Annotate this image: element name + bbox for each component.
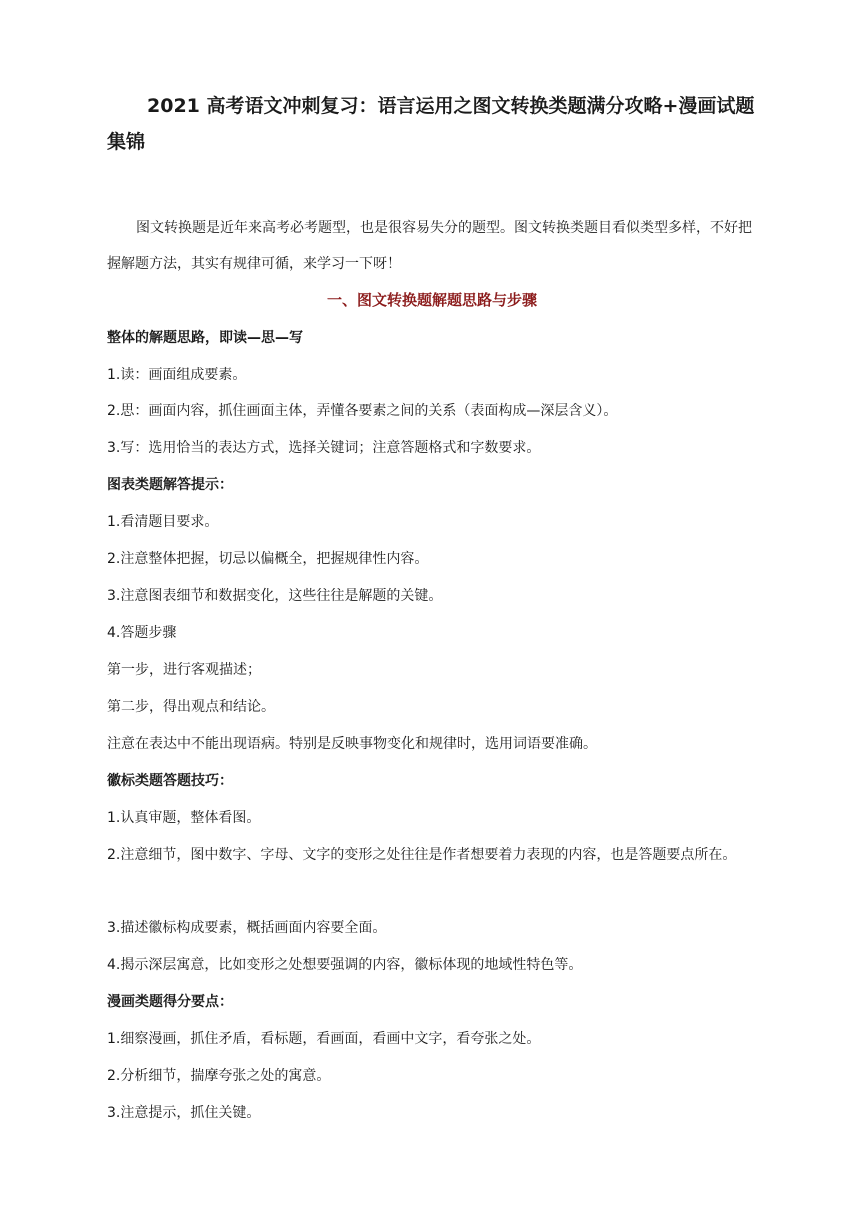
chart-tip-1: 1.看清题目要求。 [107,514,219,530]
logo-tip-2: 2.注意细节，图中数字、字母、文字的变形之处往往是作者想要着力表现的内容，也是答题要点所在。 [107,847,737,863]
comic-tip-3: 3.注意提示，抓住关键。 [107,1105,261,1121]
logo-tip-4: 4.揭示深层寓意，比如变形之处想要强调的内容，徽标体现的地域性特色等。 [107,957,583,973]
overall-item-1: 1.读：画面组成要素。 [107,367,247,383]
chart-tips-heading: 图表类题解答提示： [107,477,233,493]
chart-tip-step-1: 第一步，进行客观描述； [107,662,261,678]
comic-tip-2: 2.分析细节，揣摩夸张之处的寓意。 [107,1068,331,1084]
logo-tip-1: 1.认真审题，整体看图。 [107,810,261,826]
comic-tips-heading: 漫画类题得分要点： [107,994,233,1010]
chart-tip-3: 3.注意图表细节和数据变化，这些往往是解题的关键。 [107,588,443,604]
chart-tip-step-2: 第二步，得出观点和结论。 [107,699,275,715]
section-heading-1: 一、图文转换题解题思路与步骤 [326,291,537,309]
document-title: 2021 高考语文冲刺复习：语言运用之图文转换类题满分攻略+漫画试题集锦 [107,95,755,153]
chart-tip-4: 4.答题步骤 [107,625,177,641]
logo-tip-3: 3.描述徽标构成要素，概括画面内容要全面。 [107,920,387,936]
logo-tips-heading: 徽标类题答题技巧： [107,773,233,789]
overall-item-2: 2.思：画面内容，抓住画面主体，弄懂各要素之间的关系（表面构成—深层含义）。 [107,403,618,419]
comic-tip-1: 1.细察漫画，抓住矛盾，看标题，看画面，看画中文字，看夸张之处。 [107,1031,541,1047]
overall-item-3: 3.写：选用恰当的表达方式，选择关键词；注意答题格式和字数要求。 [107,440,541,456]
intro-paragraph: 图文转换题是近年来高考必考题型，也是很容易失分的题型。图文转换类题目看似类型多样，不好把握解题方法，其实有规律可循，来学习一下呀！ [107,220,752,272]
chart-tip-note: 注意在表达中不能出现语病。特别是反映事物变化和规律时，选用词语要准确。 [107,736,597,752]
overall-heading: 整体的解题思路，即读—思—写 [107,330,303,346]
chart-tip-2: 2.注意整体把握，切忌以偏概全，把握规律性内容。 [107,551,429,567]
